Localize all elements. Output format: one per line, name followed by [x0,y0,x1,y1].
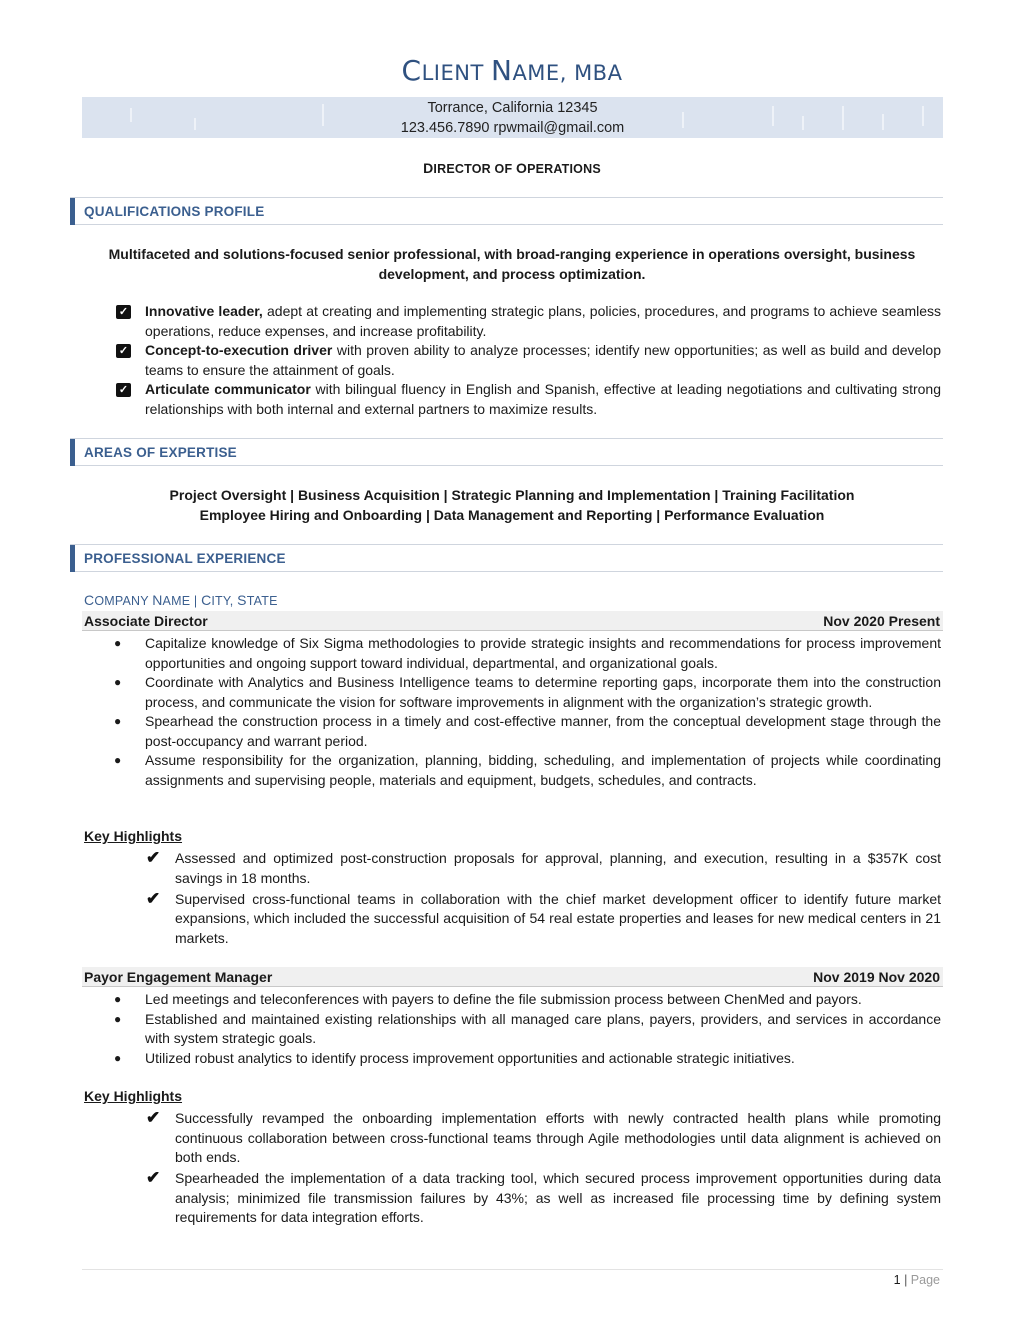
section-label: PROFESSIONAL EXPERIENCE [84,551,286,566]
name-credential: MBA [574,61,623,85]
role-title: Associate Director [84,613,208,629]
company-line [84,592,278,608]
item-text: Led meetings and teleconferences with payers to define the file submission process between ChenMed and payors. [145,991,862,1007]
title-cap-o: O [515,160,528,176]
bullet-icon: ● [114,1011,122,1026]
page-number [894,1273,940,1287]
list-item [114,990,941,1010]
checkmark-icon: ✔ [146,848,161,867]
key-highlights-heading: Key Highlights [84,828,183,844]
item-text: Successfully revamped the onboarding implementation efforts with newly contracted health plans while promoting continuous collaboration between cross-functional teams through Agile methodologies until data alignment is achieved on both ends. [175,1110,941,1165]
item-text: Spearheaded the implementation of a data tracking tool, which secured process improvement opportunities during data analysis; minimized file transmission failures by 43%; as well as increased file processing time by defining system requirements for data integration efforts. [175,1170,941,1225]
company-cap: N [152,592,163,608]
bullet-icon: ● [114,636,122,650]
section-header-experience [70,544,943,572]
page-label: Page [910,1273,940,1287]
contact-band [82,97,943,138]
item-text: with bilingual fluency in English and Spanish, effective at leading negotiations and cultivating strong relationships with both internal and external partners to maximize results. [145,381,941,417]
item-text: Supervised cross-functional teams in collaboration with the chief market development officer to identify future market expansions, which included the successful acquisition of 54 real estate properties and leases for new medical centers in 21 markets. [175,890,941,946]
name-first: LIENT [421,61,484,85]
checkmark-icon: ✔ [146,1168,161,1187]
summary-statement: Multifaceted and solutions-focused senior professional, with broad-ranging experience in operations oversight, business development, and process optimization. [108,246,916,282]
checkbox-icon: ✓ [116,344,131,358]
item-text: Utilized robust analytics to identify process improvement opportunities and actionable strategic initiatives. [145,1049,795,1066]
company-cap: S [237,592,247,608]
checkmark-icon: ✔ [146,1108,161,1127]
section-accent-bar [70,545,75,572]
item-lead: Concept-to-execution driver [145,342,333,358]
company-rest: AME [162,594,191,608]
list-item [146,849,941,888]
expertise-line: Employee Hiring and Onboarding | Data Management and Reporting | Performance Evaluation [199,506,825,523]
item-text: Established and maintained existing relationships with all managed care plans, payers, providers, and services in accordance with system strategic goals. [145,1010,941,1046]
list-item [116,341,941,380]
list-item [146,1109,941,1168]
list-item [114,1049,941,1069]
role-dates: Nov 2019 Nov 2020 [813,969,940,985]
location-text: Torrance, California 12345 [427,100,598,116]
bullet-icon: ● [114,1050,122,1065]
role-header [82,611,943,631]
company-cap: C [84,592,95,608]
section-label: QUALIFICATIONS PROFILE [84,204,265,219]
title-end: PERATIONS [527,162,601,176]
key-highlights-heading: Key Highlights [84,1088,183,1104]
candidate-name [0,54,1024,87]
target-job-title [0,160,1024,176]
name-last: AME, [512,61,567,85]
list-item [114,751,941,790]
section-accent-bar [70,439,75,466]
checkbox-icon: ✓ [116,383,131,397]
item-text: Coordinate with Analytics and Business Intelligence teams to determine reporting gaps, incorporate them into the construction process, and communicate the vision for software improvements in alignment with the organization’s strategic growth. [145,674,941,710]
list-item [114,1010,941,1049]
bullet-icon: ● [114,675,122,689]
qualifications-list [116,302,941,419]
item-text: Capitalize knowledge of Six Sigma methodologies to provide strategic insights and recommendations for process improvement opportunities and ongoing support toward individual, departmental, and organizational goals. [145,635,941,671]
bullet-icon: ● [114,992,122,1006]
bullet-icon: ● [114,753,122,767]
phone-text: 123.456.7890 [400,120,490,136]
item-text: Assume responsibility for the organization, planning, bidding, scheduling, and implementation of projects while coordinating assignments and supervising people, materials and equipment, budgets, schedules, and contracts. [145,752,941,788]
list-item [114,712,941,751]
title-mid: IRECTOR OF [433,162,513,176]
key-highlights-list [146,849,941,950]
company-cap: C [201,592,212,608]
role-responsibilities [114,990,941,1068]
page-number-value: 1 [893,1273,901,1287]
contact-line [82,118,943,138]
item-text: with proven ability to analyze processes; identify new opportunities; as well as build and develop teams to ensure the attainment of goals. [145,342,941,378]
list-item [146,890,941,949]
section-label: AREAS OF EXPERTISE [84,445,237,460]
expertise-list [0,486,1024,525]
list-item [114,673,941,712]
email-link[interactable]: rpwmail@gmail.com [493,120,625,136]
section-header-qualifications [70,197,943,225]
role-header [82,967,943,987]
list-item [146,1169,941,1228]
item-text: Spearhead the construction process in a timely and cost-effective manner, from the conceptual development stage through the post-occupancy and warrant period. [145,713,941,749]
section-header-expertise [70,438,943,466]
section-accent-bar [70,198,75,225]
footer-divider [82,1269,943,1270]
title-cap-d: D [423,160,434,176]
company-rest: TATE [246,594,278,608]
company-rest: ITY, [211,594,234,608]
role-title: Payor Engagement Manager [84,969,273,985]
company-separator: | [193,594,198,608]
list-item [114,634,941,673]
bullet-icon: ● [114,714,122,728]
list-item [116,302,941,341]
page-separator: | [904,1273,908,1287]
list-item [116,380,941,419]
key-highlights-list [146,1109,941,1229]
expertise-line: Project Oversight | Business Acquisition | Strategic Planning and Implementation | Training Facilitation [169,487,855,503]
checkbox-icon: ✓ [116,305,131,319]
name-last-initial: N [490,54,513,87]
role-responsibilities [114,634,941,790]
item-lead: Innovative leader, [145,303,263,319]
name-initial: C [401,54,422,87]
item-text: adept at creating and implementing strategic plans, policies, procedures, and programs to achieve seamless operations, reduce expenses, and increase profitability. [145,303,942,339]
item-lead: Articulate communicator [145,381,311,397]
company-rest: OMPANY [94,594,149,608]
role-dates: Nov 2020 Present [823,613,940,629]
checkmark-icon: ✔ [146,888,161,908]
item-text: Assessed and optimized post-construction proposals for approval, planning, and execution, resulting in a $357K cost savings in 18 months. [175,850,941,886]
